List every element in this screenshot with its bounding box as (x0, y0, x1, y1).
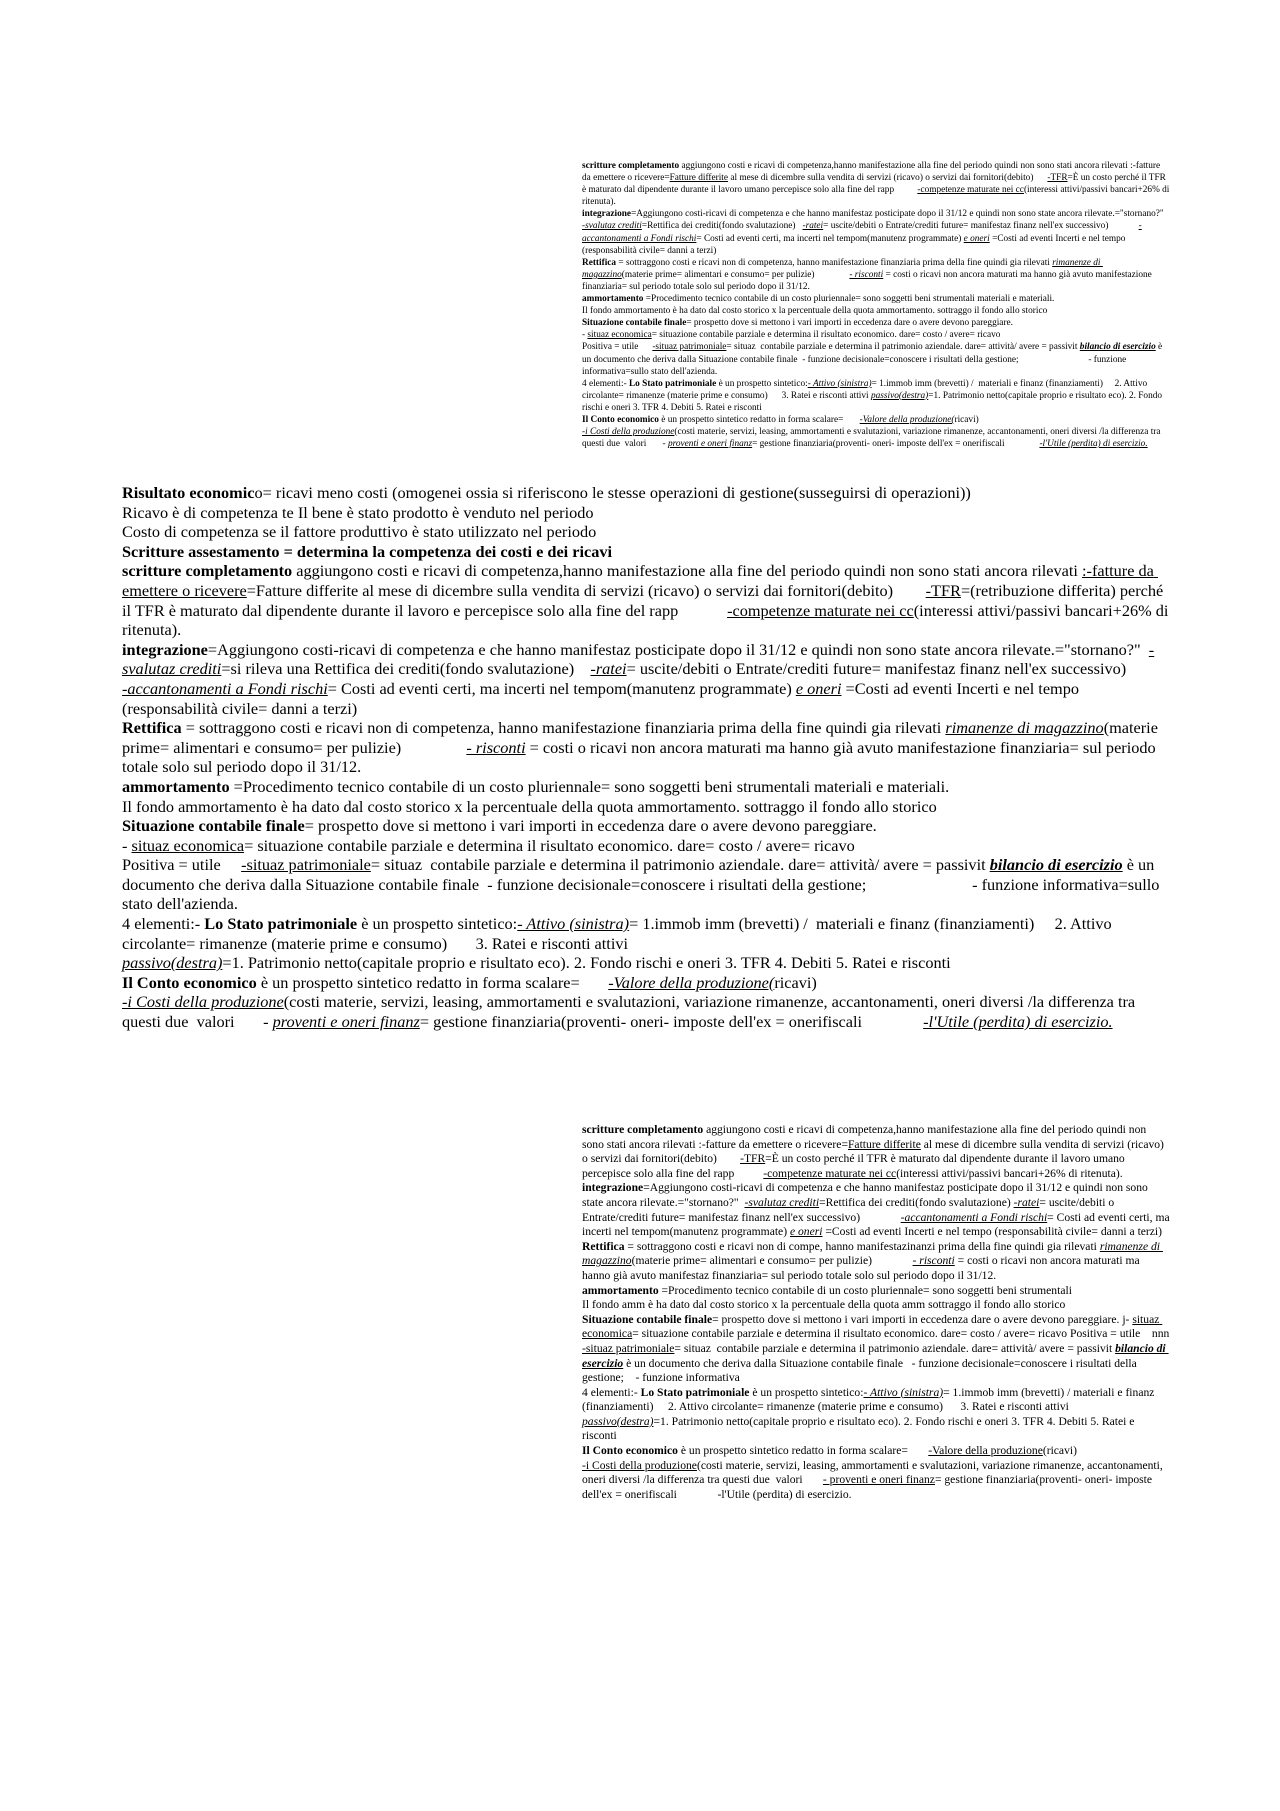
text-segment: -Valore della produzione( (859, 414, 955, 425)
text-segment: integrazione (582, 209, 632, 220)
text-segment: ricavi) (954, 414, 979, 425)
text-line (582, 414, 1170, 426)
text-segment: integrazione (122, 639, 208, 659)
text-segment: (interessi attivi/passivi bancari+26% di ritenuta). (582, 185, 1172, 208)
text-segment: = gestione finanziaria(proventi- oneri- imposte dell'ex = onerifiscali -l'Utile (perdita) di esercizio. (582, 1473, 1155, 1501)
text-line (582, 160, 1170, 208)
text-segment: e oneri (789, 1225, 823, 1239)
text-segment: integrazione (582, 1181, 644, 1195)
text-segment: = costi o ricavi non ancora maturati ma hanno già avuto manifestazione finanziaria= sul periodo totale solo sul periodo dopo il 31/12. (582, 269, 1155, 292)
text-line (582, 329, 1170, 341)
text-segment: =Procedimento tecnico contabile di un costo pluriennale= sono soggetti beni strumentali materiali e materiali. (229, 776, 950, 796)
text-segment: aggiungono costi e ricavi di competenza,hanno manifestazione alla fine del periodo quindi non sono stati ancora rilevati :-fatture da emettere o ricevere= (582, 161, 1163, 184)
text-segment: 4 elementi:- (582, 1385, 641, 1399)
text-segment: - risconti (912, 1254, 955, 1268)
text-segment: scritture completamento (582, 1123, 704, 1136)
text-segment: = costi o ricavi non ancora maturati ma hanno già avuto manifestaz finanziaria= sul periodo totale solo sul periodo dopo il 31/12. (582, 1254, 1143, 1282)
text-segment: =si rileva una Rettifica dei crediti(fondo svalutazione) (221, 659, 591, 679)
text-segment: Il fondo ammortamento è ha dato dal costo storico x la percentuale della quota ammortamento. sottraggo il fondo allo storico (582, 306, 1048, 317)
text-line (582, 1312, 1176, 1386)
text-segment: -TFR (740, 1152, 766, 1166)
text-segment: = gestione finanziaria(proventi- oneri- imposte dell'ex = onerifiscali (419, 1012, 924, 1032)
text-segment: bilancio di esercizio (989, 855, 1123, 875)
text-segment: -situaz patrimoniale (652, 342, 727, 353)
text-segment: (ricavi) (1042, 1444, 1077, 1458)
text-segment: = situaz contabile parziale e determina il patrimonio aziendale. dare= attività/ avere = passivit (674, 1341, 1116, 1355)
text-line (122, 718, 1172, 777)
text-segment: -TFR (1047, 173, 1068, 184)
text-segment: Il fondo amm è ha dato dal costo storico x la percentuale della quota amm sottraggo il fondo allo storico (582, 1298, 1066, 1312)
text-segment: - proventi e oneri finanz (822, 1473, 935, 1487)
text-segment: Positiva = utile (122, 855, 242, 875)
text-segment: Lo Stato patrimoniale (640, 1385, 750, 1399)
text-segment: = sottraggono costi e ricavi non di compe, hanno manifestazinanzi prima della fine quindi gia rilevati (624, 1239, 1100, 1253)
text-segment: = gestione finanziaria(proventi- oneri- imposte dell'ex = onerifiscali (752, 439, 1040, 450)
text-segment: Fatture differite (847, 1137, 921, 1151)
text-segment: situaz economica (582, 1312, 1163, 1341)
text-line (582, 1459, 1170, 1503)
text-segment: = 1.immob imm (brevetti) / materiali e finanz (finanziamenti) 2. Attivo circolante= rimanenze (materie prime e consumo) 3. Ratei e risconti attivi (582, 378, 1150, 401)
text-line (122, 816, 1172, 836)
text-line (122, 483, 1172, 503)
text-segment: =Aggiungono costi-ricavi di competenza e che hanno manifestaz posticipate dopo il 31/12 e quindi non sono state ancora rilevate.="stornano?" (207, 639, 1149, 659)
text-segment: - risconti (466, 737, 526, 757)
text-line (582, 1298, 1170, 1313)
text-segment: =Procedimento tecnico contabile di un costo pluriennale= sono soggetti beni strumentali (658, 1283, 1072, 1297)
text-segment: =Costi ad eventi Incerti e nel tempo (responsabilità civile= danni a terzi) (822, 1225, 1163, 1239)
text-segment: -ratei (1013, 1195, 1040, 1209)
text-line (122, 639, 1180, 718)
text-segment: = 1.immob imm (brevetti) / materiali e finanz (finanziamenti) 2. Attivo circolante= rimanenze (materie prime e consumo) 3. Ratei e risconti attivi (122, 914, 1116, 953)
text-segment: Rettifica (582, 257, 617, 268)
text-segment: = prospetto dove si mettono i vari importi in eccedenza dare o avere devono pareggiare. j- (712, 1312, 1133, 1326)
text-segment: Risultato economic (122, 483, 255, 502)
text-segment: situaz economica (587, 330, 652, 341)
text-line (582, 426, 1170, 450)
text-segment: passivo(destra) (870, 390, 929, 401)
text-segment: - Attivo (sinistra) (517, 914, 630, 934)
text-segment: situaz economica (131, 835, 245, 855)
text-line (122, 992, 1172, 1031)
text-line (122, 777, 1172, 797)
text-segment: (materie prime= alimentari e consumo= per pulizie) (631, 1254, 913, 1268)
text-segment: Positiva = utile (582, 342, 653, 353)
text-segment: =Costi ad eventi Incerti e nel tempo (responsabilità civile= danni a terzi) (122, 678, 1084, 718)
text-segment: - Attivo (sinistra) (807, 378, 872, 389)
text-segment: -situaz patrimoniale (582, 1341, 675, 1355)
text-segment: Rettifica (582, 1239, 625, 1253)
text-segment: = uscite/debiti o Entrate/crediti future= manifestaz finanz nell'ex successivo) (626, 659, 1180, 679)
text-segment: al mese di dicembre sulla vendita di servizi (ricavo) o servizi dai fornitori(debito) (582, 1137, 1167, 1166)
text-line (582, 305, 1170, 317)
text-segment: passivo(destra) (122, 953, 223, 973)
text-segment: - (122, 835, 132, 855)
text-segment: =Costi ad eventi Incerti e nel tempo (responsabilità civile= danni a terzi) (582, 233, 1128, 256)
text-segment: Il Conto economico (122, 972, 257, 992)
text-segment: Il Conto economico (582, 414, 659, 425)
text-line (582, 1240, 1170, 1284)
text-segment: proventi e oneri finanz (272, 1012, 420, 1032)
notes-block-small-top (582, 160, 1170, 450)
text-segment: = uscite/debiti o Entrate/crediti future= manifestaz finanz nell'ex successivo) (582, 1195, 1118, 1224)
text-segment: = situazione contabile parziale e determina il risultato economico. dare= costo / avere= ricavo Positiva = utile nnn (632, 1327, 1176, 1341)
text-line (582, 341, 1170, 377)
text-segment: =Fatture differite al mese di dicembre sulla vendita di servizi (ricavo) o servizi dai fornitori(debito) (246, 580, 926, 600)
text-segment: (costi materie, servizi, leasing, ammortamenti e svalutazioni, variazione rimanenze, accantonamenti, oneri diversi /la differenza tra questi due valori - (582, 427, 1163, 450)
text-segment: -accantonamenti a Fondi rischi (582, 221, 1142, 244)
text-segment: Rettifica (122, 718, 182, 738)
text-segment: = Costi ad eventi certi, ma incerti nel tempom(manutenz programmate) (696, 233, 964, 244)
text-segment: è un documento che deriva dalla Situazione contabile finale - funzione decisionale=conoscere i risultati della gestione; - funzione informativa (582, 1356, 1140, 1385)
text-segment: Lo Stato patrimoniale (204, 914, 358, 934)
notes-block-main (122, 483, 1180, 1032)
text-segment: =Rettifica dei crediti(fondo svalutazione) (641, 221, 803, 232)
text-segment: -svalutaz crediti (744, 1195, 820, 1209)
text-line (122, 836, 1172, 856)
text-segment: = situazione contabile parziale e determina il risultato economico. dare= costo / avere= ricavo (651, 330, 1001, 341)
text-segment: è un prospetto sintetico: (749, 1385, 864, 1399)
text-segment: -ratei (590, 659, 627, 679)
text-line (582, 378, 1170, 414)
text-segment: = situazione contabile parziale e determina il risultato economico. dare= costo / avere= ricavo (244, 835, 855, 855)
text-segment: è un prospetto sintetico: (357, 914, 518, 934)
text-segment: (interessi attivi/passivi bancari+26% di ritenuta). (896, 1166, 1123, 1180)
text-segment: bilancio di esercizio (1079, 342, 1156, 353)
text-segment: proventi e oneri finanz (667, 439, 753, 450)
text-segment: Situazione contabile finale (122, 816, 305, 836)
text-segment: bilancio di esercizio (582, 1341, 1169, 1370)
text-segment: è un prospetto sintetico redatto in forma scalare= (256, 972, 609, 992)
text-segment: -accantonamenti a Fondi rischi (900, 1210, 1048, 1224)
text-segment: -ratei (802, 221, 824, 232)
text-segment: scritture completamento (582, 161, 680, 171)
text-segment: aggiungono costi e ricavi di competenza,hanno manifestazione alla fine del periodo quindi non sono stati ancora rilevati (292, 561, 1082, 581)
text-segment: aggiungono costi e ricavi di competenza,hanno manifestazione alla fine del periodo quindi non sono stati ancora rilevati :-fatture da emettere o ricevere= (582, 1123, 1150, 1151)
text-segment: = prospetto dove si mettono i vari importi in eccedenza dare o avere devono pareggiare. (304, 816, 877, 836)
text-segment: -i Costi della produzione (122, 992, 284, 1012)
text-segment: rimanenze di magazzino (945, 718, 1104, 738)
text-line (582, 317, 1170, 329)
text-line (582, 1123, 1170, 1181)
text-segment: Lo Stato patrimoniale (628, 378, 717, 389)
text-line (122, 522, 1172, 542)
text-segment: = costi o ricavi non ancora maturati ma hanno già avuto manifestazione finanziaria= sul periodo totale solo sul periodo dopo il 31/12. (122, 737, 1160, 777)
text-line (122, 561, 1172, 639)
text-segment: Situazione contabile finale (582, 318, 687, 329)
text-segment: Situazione contabile finale (582, 1312, 713, 1326)
text-line (582, 1284, 1170, 1299)
text-segment: rimanenze di magazzino (582, 257, 1103, 280)
text-segment: = 1.immob imm (brevetti) / materiali e finanz (finanziamenti) 2. Attivo circolante= rimanenze (materie prime e consumo) 3. Ratei e risconti attivi (582, 1385, 1158, 1414)
text-segment: (materie prime= alimentari e consumo= per pulizie) (621, 269, 850, 280)
text-segment: (materie prime= alimentari e consumo= per pulizie) (122, 718, 1163, 757)
text-segment: = situaz contabile parziale e determina il patrimonio aziendale. dare= attività/ avere = passivit (370, 855, 990, 875)
text-line (582, 257, 1170, 293)
text-segment: -l'Utile (perdita) di esercizio. (923, 1012, 1113, 1032)
text-segment: =Aggiungono costi-ricavi di competenza e che hanno manifestaz posticipate dopo il 31/12 e quindi non sono state ancora rilevate.="stornano?" (631, 209, 1169, 220)
text-segment: (costi materie, servizi, leasing, ammortamenti e svalutazioni, variazione rimanenze, accantonamenti, oneri diversi /la differenza tra questi due valori - (122, 992, 1140, 1032)
text-segment: -l'Utile (perdita) di esercizio. (1039, 439, 1148, 450)
text-segment: :-fatture da emettere o ricevere (122, 561, 1158, 600)
text-segment: =Rettifica dei crediti(fondo svalutazione) (819, 1195, 1014, 1209)
text-segment: = Costi ad eventi certi, ma incerti nel tempom(manutenz programmate) (582, 1210, 1173, 1239)
text-segment: =Aggiungono costi-ricavi di competenza e che hanno manifestaz posticipate dopo il 31/12 e quindi non sono state ancora rilevate.="stornano?" (582, 1181, 1151, 1209)
text-line (122, 797, 1172, 817)
text-segment: (costi materie, servizi, leasing, ammortamenti e svalutazioni, variazione rimanenze, accantonamenti, oneri diversi /la differenza tra questi due valori (582, 1458, 1166, 1487)
text-segment: Il Conto economico (582, 1444, 678, 1458)
text-segment: scritture completamento (122, 561, 293, 581)
text-segment: -situaz patrimoniale (241, 855, 371, 875)
text-segment: =Procedimento tecnico contabile di un costo pluriennale= sono soggetti beni strumentali materiali e materiali. (643, 294, 1055, 305)
text-segment: ammortamento (122, 776, 230, 796)
text-segment: Scritture assestamento = determina la competenza dei costi e dei ricavi (122, 541, 613, 561)
text-line (582, 293, 1170, 305)
text-segment: ammortamento (582, 294, 644, 305)
text-segment: è un prospetto sintetico: (716, 378, 808, 389)
text-line (122, 542, 1172, 562)
text-line (582, 1181, 1173, 1239)
text-segment: = situaz contabile parziale e determina il patrimonio aziendale. dare= attività/ avere = passivit (726, 342, 1080, 353)
text-segment: è un documento che deriva dalla Situazione contabile finale - funzione decisionale=conoscere i risultati della gestione; - funzione informativa=sullo stato dell'azienda. (122, 855, 1164, 914)
text-segment: -Valore della produzione (928, 1444, 1043, 1458)
text-segment: - Attivo (sinistra) (863, 1385, 944, 1399)
text-segment: =È un costo perché il TFR è maturato dal dipendente durante il lavoro umano percepisce solo alla fine del rapp (582, 1152, 1128, 1180)
text-segment: -accantonamenti a Fondi rischi (122, 678, 328, 698)
text-segment: 4 elementi:- (122, 914, 205, 934)
text-segment: è un prospetto sintetico redatto in forma scalare= (658, 414, 860, 425)
text-segment: -i Costi della produzione (582, 427, 675, 438)
text-segment: =1. Patrimonio netto(capitale proprio e risultato eco). 2. Fondo rischi e oneri 3. TFR 4. Debiti 5. Ratei e risconti (222, 953, 951, 973)
text-line (122, 914, 1172, 953)
text-segment: -svalutaz crediti (122, 639, 1155, 679)
text-segment: -competenze maturate nei cc (763, 1166, 897, 1180)
text-segment: =(retribuzione differita) perché il TFR è maturato dal dipendente durante il lavoro e percepisce solo alla fine del rapp (122, 580, 1168, 620)
text-segment: -svalutaz crediti (582, 221, 642, 232)
text-segment: al mese di dicembre sulla vendita di servizi (ricavo) o servizi dai fornitori(debito) (728, 173, 1048, 184)
notes-block-small-bottom (582, 1123, 1176, 1502)
text-segment: e oneri (795, 678, 842, 698)
text-segment: - risconti (849, 269, 884, 280)
text-line (122, 953, 1172, 973)
text-segment: = sottraggono costi e ricavi non di competenza, hanno manifestazione finanziaria prima della fine quindi gia rilevati (616, 257, 1053, 268)
text-segment: =1. Patrimonio netto(capitale proprio e risultato eco). 2. Fondo rischi e oneri 3. TFR 4. Debiti 5. Ratei e risconti (582, 390, 1165, 413)
text-segment: -i Costi della produzione (582, 1458, 697, 1472)
text-segment: e oneri (963, 233, 990, 244)
text-segment: - (582, 330, 588, 341)
text-segment: ricavi) (774, 972, 817, 992)
text-segment: = uscite/debiti o Entrate/crediti future= manifestaz finanz nell'ex successivo) (823, 221, 1139, 232)
text-segment: =È un costo perché il TFR è maturato dal dipendente durante il lavoro umano percepisce solo alla fine del rapp (582, 173, 1169, 196)
text-segment: -competenze maturate nei cc (917, 185, 1024, 196)
text-segment: passivo(destra) (582, 1414, 654, 1428)
text-line (122, 855, 1172, 914)
text-segment: Ricavo è di competenza te Il bene è stato prodotto è venduto nel periodo (122, 502, 594, 522)
text-segment: -competenze maturate nei cc (727, 600, 914, 620)
text-segment: è un prospetto sintetico redatto in forma scalare= (677, 1444, 929, 1458)
text-segment: ammortamento (582, 1283, 659, 1297)
text-segment: = Costi ad eventi certi, ma incerti nel tempom(manutenz programmate) (327, 678, 796, 698)
text-segment: -TFR (925, 580, 961, 600)
text-segment: Il fondo ammortamento è ha dato dal costo storico x la percentuale della quota ammortamento. sottraggo il fondo allo storico (122, 796, 937, 816)
text-line (122, 503, 1172, 523)
text-segment: 4 elementi:- (582, 378, 629, 389)
text-segment: Costo di competenza se il fattore produttivo è stato utilizzato nel periodo (122, 522, 597, 542)
text-line (582, 1386, 1170, 1444)
text-line (582, 1444, 1170, 1459)
text-segment: = prospetto dove si mettono i vari importi in eccedenza dare o avere devono pareggiare. (686, 318, 1013, 329)
text-segment: o= ricavi meno costi (omogenei ossia si riferiscono le stesse operazioni di gestione(susseguirsi di operazioni)) (254, 483, 971, 502)
text-line (582, 208, 1170, 256)
text-segment: -Valore della produzione( (608, 972, 775, 992)
text-segment: è un documento che deriva dalla Situazione contabile finale - funzione decisionale=conoscere i risultati della gestione; - funzione informativa=sullo stato dell'azienda. (582, 342, 1165, 377)
text-segment: Fatture differite (669, 173, 729, 184)
text-segment: = sottraggono costi e ricavi non di competenza, hanno manifestazione finanziaria prima della fine quindi gia rilevati (181, 718, 946, 738)
text-segment: rimanenze di magazzino (582, 1239, 1163, 1268)
text-segment: =1. Patrimonio netto(capitale proprio e risultato eco). 2. Fondo rischi e oneri 3. TFR 4. Debiti 5. Ratei e risconti (582, 1414, 1138, 1443)
text-segment: (interessi attivi/passivi bancari+26% di ritenuta). (122, 600, 1173, 640)
text-line (122, 973, 1172, 993)
